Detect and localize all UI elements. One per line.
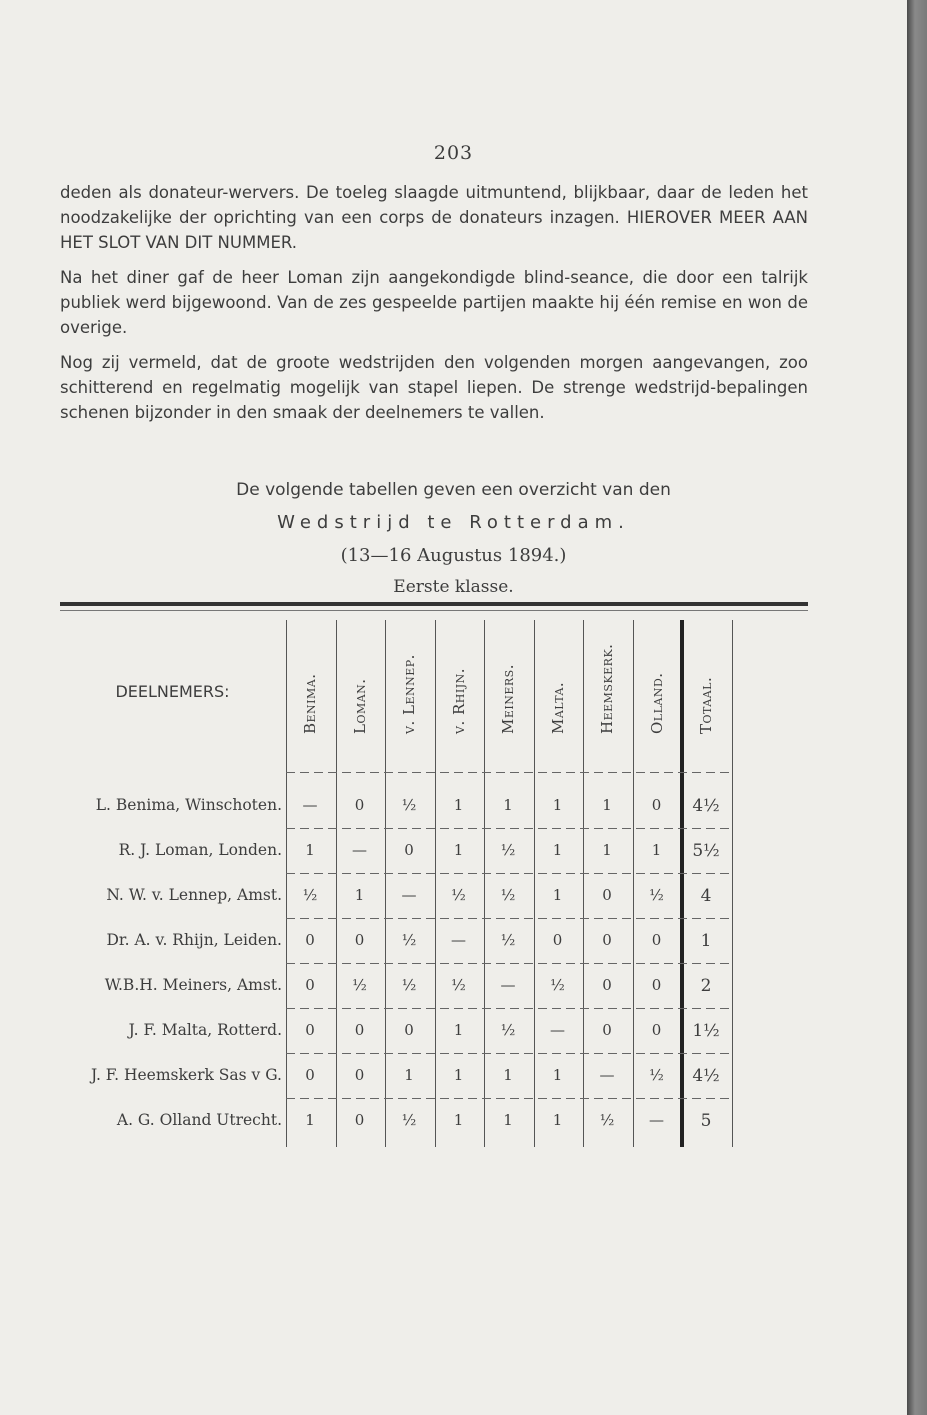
column-header [682,622,730,752]
column-header-label: Benima. [301,673,319,734]
game-score: 0 [354,1066,365,1084]
row-rule [286,1008,732,1009]
game-score: ½ [401,976,417,994]
page-edge [907,0,927,1415]
game-score: — [649,1111,664,1129]
participant-name: W.B.H. Meiners, Amst. [104,976,282,994]
column-header [385,622,433,752]
game-score: ½ [500,931,516,949]
table-top-rule [60,602,808,606]
total-score: 1 [700,931,712,951]
game-score: 0 [354,1021,365,1039]
game-score: 0 [552,931,563,949]
total-score: 4 [700,886,712,906]
game-score: ½ [500,886,516,904]
game-score: 1 [503,796,513,814]
column-header [633,622,681,752]
game-score: ½ [500,841,516,859]
table-intro: De volgende tabellen geven een overzicht van den [236,480,671,500]
column-header [534,622,582,752]
game-score: 1 [552,1111,563,1129]
game-score: 0 [602,1021,612,1039]
game-score: 1 [453,841,464,859]
game-score: 0 [305,1066,315,1084]
total-score: 1½ [692,1021,720,1041]
game-score: — [599,1066,615,1084]
column-header-label: v. Lennep. [400,654,418,734]
class-title: Eerste klasse. [393,577,514,597]
game-score: 0 [354,796,365,814]
column-header [286,622,334,752]
game-score: 0 [305,976,315,994]
game-score: ½ [649,1066,664,1084]
game-score: 1 [305,1111,315,1129]
body-text [60,180,808,435]
total-score: 5 [700,1111,712,1131]
paragraph-2: Na het diner gaf de heer Loman zijn aangekondigde blind-seance, die door een talrijk publiek werd bijgewoond. Van de zes gespeelde partijen maakte hij één remise en won de overige. [60,268,808,337]
game-score: — [550,1021,565,1039]
game-score: ½ [451,886,466,904]
row-rule [286,1053,732,1054]
header-rule [286,772,732,773]
game-score: ½ [401,931,417,949]
game-score: 1 [552,886,563,904]
game-score: 0 [651,976,662,994]
game-score: 0 [602,886,612,904]
game-score: ½ [302,886,318,904]
game-score: 0 [354,931,365,949]
table-top-rule-thin [60,610,808,611]
game-score: ½ [599,1111,615,1129]
column-rule [732,620,733,1147]
total-score: 4½ [692,796,720,816]
participant-name: N. W. v. Lennep, Amst. [106,886,282,904]
game-score: 1 [453,1021,464,1039]
game-score: 1 [602,841,612,859]
game-score: 0 [602,931,612,949]
game-score: 1 [305,841,315,859]
game-score: 1 [453,1111,464,1129]
game-score: 0 [404,841,414,859]
game-score: 0 [354,1111,365,1129]
game-score: ½ [451,976,466,994]
game-score: 0 [305,1021,315,1039]
paragraph-1: deden als donateur-wervers. De toeleg slaagde uitmuntend, blijkbaar, daar de leden het noodzakelijke der oprichting van een corps de donateurs inzagen. HIEROVER MEER AAN HET SLOT VAN DIT NUMMER. [60,183,808,252]
column-header [336,622,384,752]
game-score: 1 [453,796,464,814]
game-score: 0 [651,796,662,814]
column-header-label: Totaal. [697,676,715,734]
game-score: 1 [503,1066,513,1084]
game-score: ½ [401,796,417,814]
column-header-label: Heemskerk. [598,643,616,734]
game-score: — [302,796,318,814]
game-score: — [451,931,466,949]
game-score: 1 [354,886,365,904]
paragraph-3: Nog zij vermeld, dat de groote wedstrijden den volgenden morgen aangevangen, zoo schitterend en regelmatig mogelijk van stapel liepen. De strenge wedstrijd-bepalingen schenen bijzonder in den smaak der deelnemers te vallen. [60,353,808,422]
column-header-label: Malta. [548,681,567,734]
game-score: ½ [401,1111,417,1129]
results-table [60,602,808,1152]
game-score: 1 [602,796,612,814]
game-score: 0 [305,931,315,949]
game-score: — [352,841,367,859]
total-score: 2 [700,976,712,996]
participant-name: J. F. Heemskerk Sas v G. [90,1066,282,1084]
game-score: 1 [651,841,662,859]
game-score: 0 [404,1021,414,1039]
game-score: 1 [503,1111,513,1129]
column-header-label: v. Rhijn. [449,667,468,734]
row-rule [286,873,732,874]
game-score: — [401,886,417,904]
row-rule [286,1098,732,1099]
game-score: ½ [649,886,664,904]
row-rule [286,918,732,919]
game-score: 1 [552,841,563,859]
row-rule [286,963,732,964]
game-score: 1 [404,1066,414,1084]
column-header-label: Meiners. [499,664,517,734]
column-header-label: Olland. [647,672,666,734]
tournament-dates: (13—16 Augustus 1894.) [340,545,567,566]
game-score: 1 [552,796,563,814]
participant-name: R. J. Loman, Londen. [118,841,282,859]
column-header [435,622,483,752]
game-score: 1 [453,1066,464,1084]
column-header [583,622,631,752]
game-score: — [500,976,516,994]
column-header [484,622,532,752]
game-score: 1 [552,1066,563,1084]
page-number: 203 [433,142,474,164]
game-score: ½ [550,976,565,994]
row-rule [286,828,732,829]
game-score: ½ [352,976,367,994]
participant-name: A. G. Olland Utrecht. [116,1111,282,1129]
total-score: 5½ [692,841,720,861]
column-header-label: Loman. [350,678,369,734]
game-score: 0 [602,976,612,994]
total-score: 4½ [692,1066,720,1086]
participant-name: L. Benima, Winschoten. [95,796,282,814]
game-score: 0 [651,931,662,949]
game-score: 0 [651,1021,662,1039]
participant-name: Dr. A. v. Rhijn, Leiden. [106,931,282,949]
game-score: ½ [500,1021,516,1039]
participant-name: J. F. Malta, Rotterd. [128,1021,282,1039]
participants-header: DEELNEMERS: [115,682,230,701]
tournament-heading: Wedstrijd te Rotterdam. [277,512,630,533]
